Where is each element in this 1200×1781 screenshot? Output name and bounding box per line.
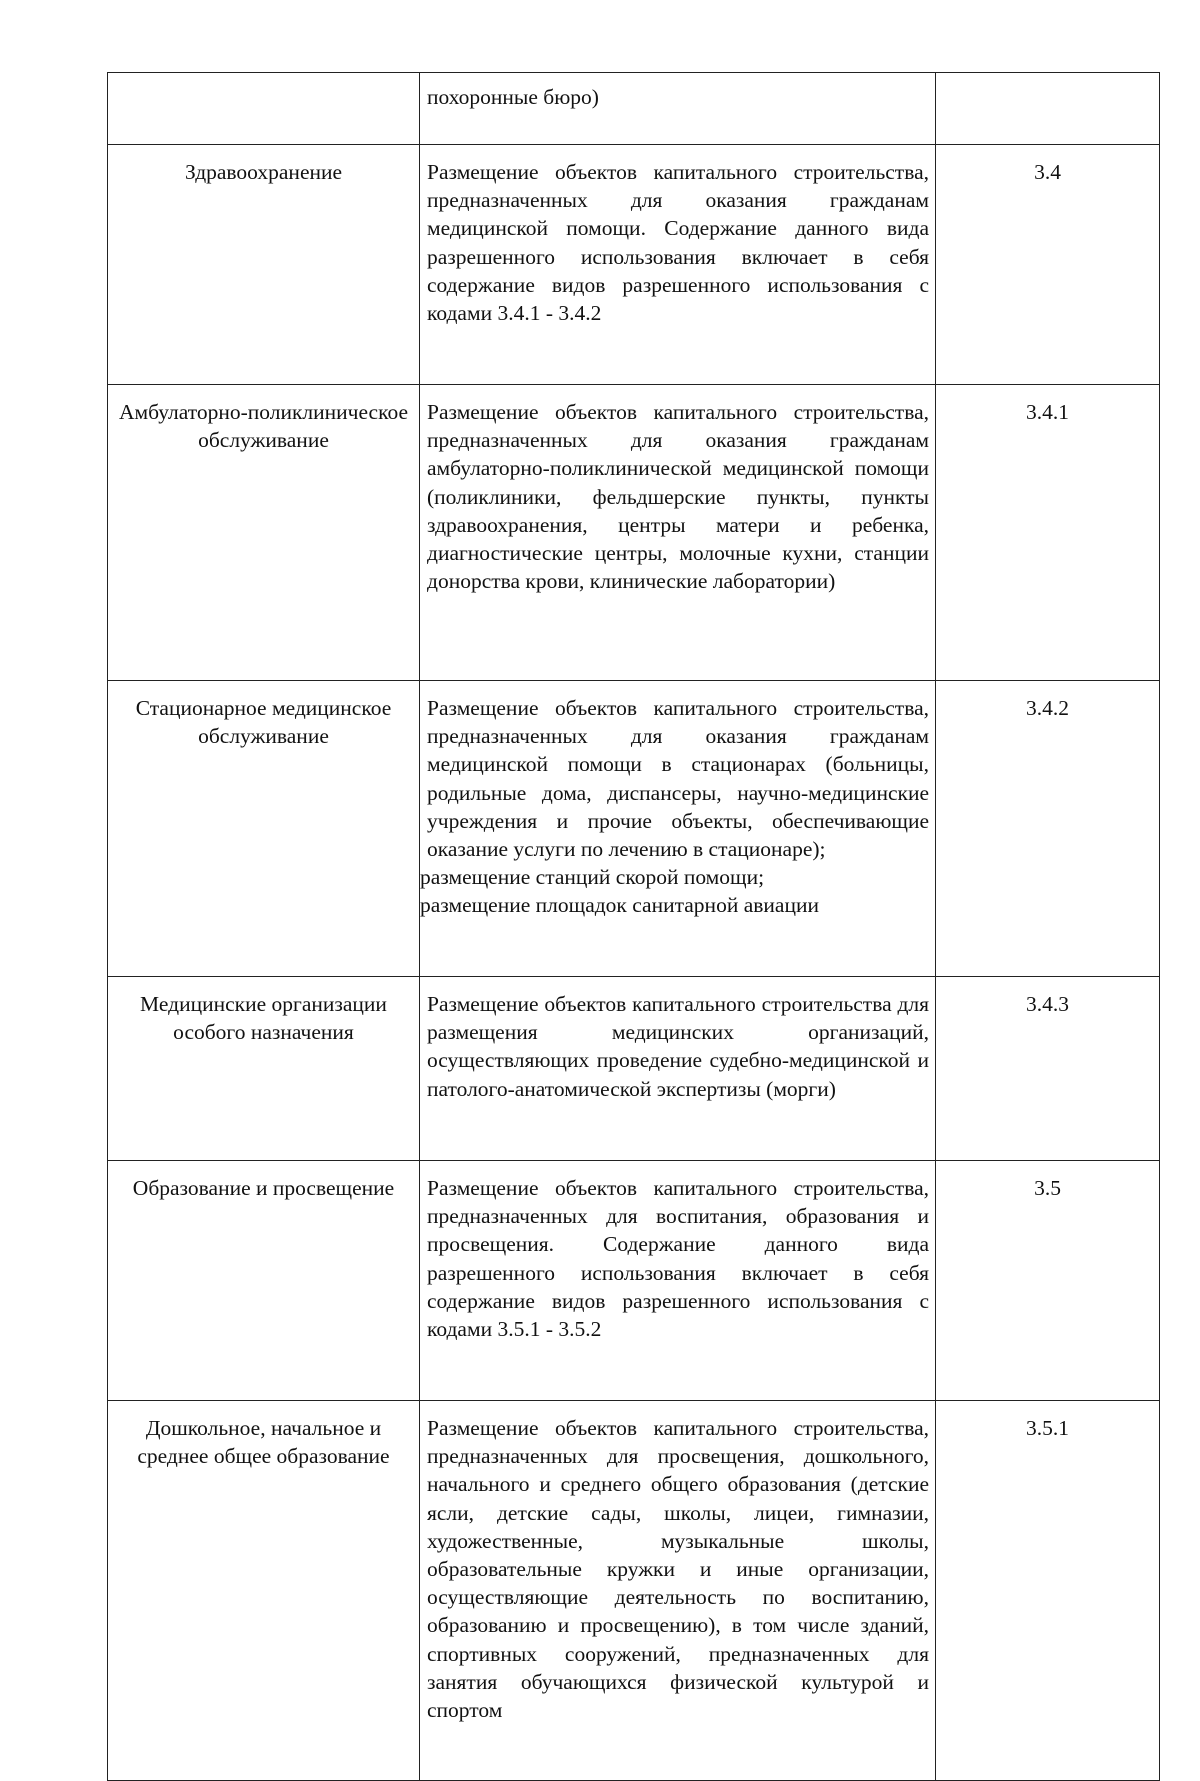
- use-name-cell: Амбулаторно-поликлиническое обслуживание: [108, 385, 420, 681]
- use-code-cell: 3.5.1: [936, 1401, 1160, 1781]
- use-name-cell: Медицинские организации особого назначения: [108, 977, 420, 1161]
- use-description-cell: [420, 1161, 936, 1401]
- table-row: [108, 1161, 1160, 1401]
- description-paragraph: Размещение объектов капитального строительства для размещения медицинских организаций, осуществляющих проведение судебно-медицинской и патолого-анатомической экспертизы (морги): [427, 992, 929, 1101]
- table-row: [108, 145, 1160, 385]
- use-description-cell: [420, 1401, 936, 1781]
- table-row: [108, 1401, 1160, 1781]
- table-row: [108, 977, 1160, 1161]
- table-row: [108, 385, 1160, 681]
- use-name-cell: Стационарное медицинское обслуживание: [108, 681, 420, 977]
- description-paragraph: Размещение объектов капитального строительства, предназначенных для просвещения, дошкольного, начального и среднего общего образования (детские ясли, детские сады, школы, лицеи, гимназии, художественные, музыкальные школы, образовательные кружки и иные организации, осуществляющие деятельность по воспитанию, образованию и просвещению), в том числе зданий, спортивных сооружений, предназначенных для занятия обучающихся физической культурой и спортом: [427, 1416, 929, 1723]
- use-code-cell: 3.4: [936, 145, 1160, 385]
- description-paragraph: Размещение объектов капитального строительства, предназначенных для воспитания, образования и просвещения. Содержание данного вида разрешенного использования включает в себя содержание видов разрешенного использования с кодами 3.5.1 - 3.5.2: [427, 1176, 929, 1342]
- table-row: [108, 73, 1160, 145]
- use-name-cell: Здравоохранение: [108, 145, 420, 385]
- use-code-cell: 3.4.1: [936, 385, 1160, 681]
- use-code-cell: 3.5: [936, 1161, 1160, 1401]
- use-name-cell: [108, 73, 420, 145]
- land-use-table: [107, 72, 1160, 1781]
- description-paragraph: похоронные бюро): [427, 85, 599, 109]
- description-paragraph: размещение станций скорой помощи;: [420, 865, 765, 890]
- use-name-cell: Дошкольное, начальное и среднее общее образование: [108, 1401, 420, 1781]
- use-description-cell: [420, 145, 936, 385]
- use-description-cell: [420, 977, 936, 1161]
- description-paragraph: Размещение объектов капитального строительства, предназначенных для оказания гражданам амбулаторно-поликлинической медицинской помощи (поликлиники, фельдшерские пункты, пункты здравоохранения, центры матери и ребенка, диагностические центры, молочные кухни, станции донорства крови, клинические лаборатории): [427, 400, 929, 594]
- use-description-cell: [420, 73, 936, 145]
- use-description-cell: [420, 681, 936, 977]
- use-code-cell: [936, 73, 1160, 145]
- description-paragraph: Размещение объектов капитального строительства, предназначенных для оказания гражданам медицинской помощи. Содержание данного вида разрешенного использования включает в себя содержание видов разрешенного использования с кодами 3.4.1 - 3.4.2: [427, 160, 929, 326]
- use-description-cell: [420, 385, 936, 681]
- use-name-cell: Образование и просвещение: [108, 1161, 420, 1401]
- description-paragraph: размещение площадок санитарной авиации: [420, 893, 819, 918]
- use-code-cell: 3.4.2: [936, 681, 1160, 977]
- table-row: [108, 681, 1160, 977]
- description-paragraph: Размещение объектов капитального строительства, предназначенных для оказания гражданам медицинской помощи в стационарах (больницы, родильные дома, диспансеры, научно-медицинские учреждения и прочие объекты, обеспечивающие оказание услуги по лечению в стационаре);: [427, 696, 929, 862]
- use-code-cell: 3.4.3: [936, 977, 1160, 1161]
